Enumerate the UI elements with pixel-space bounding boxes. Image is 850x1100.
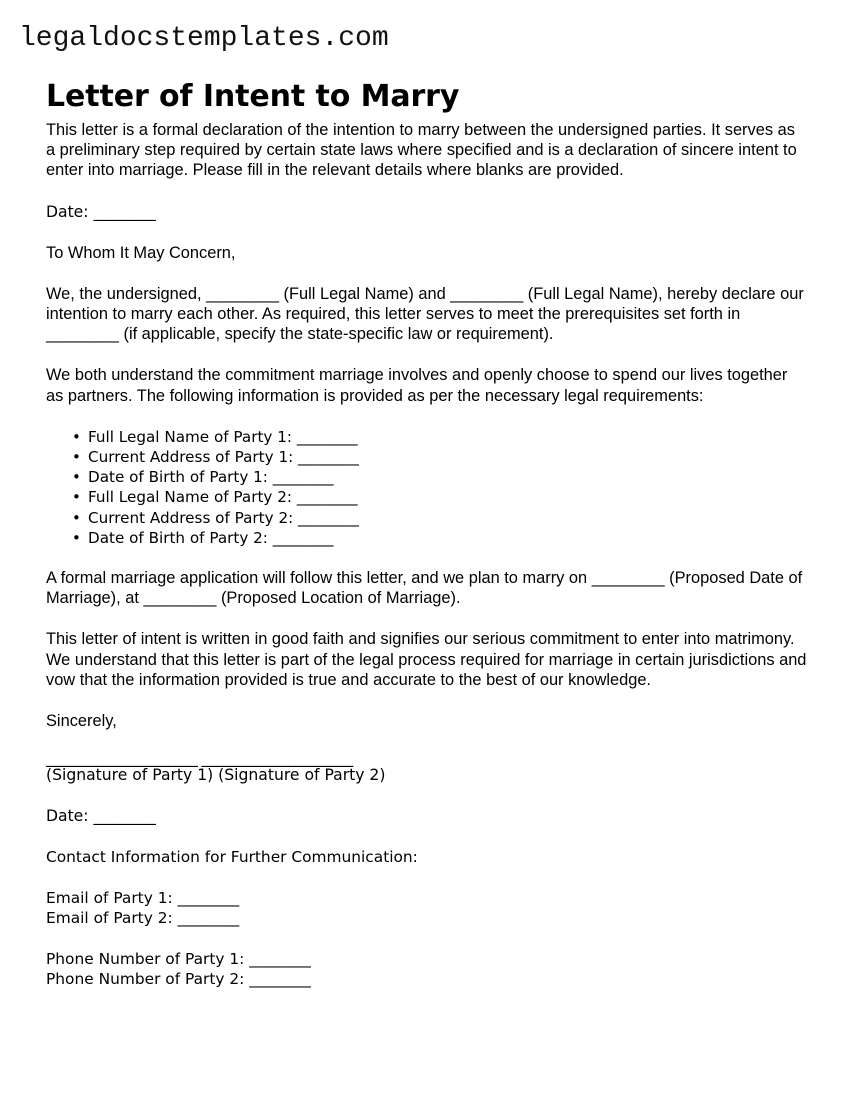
good-faith-paragraph: This letter of intent is written in good faith and signifies our serious commitment to enter into matrimony. We understand that this letter is part of the legal process required for marriage in certain jurisdictions and vow that the information provided is true and accurate to the best of our knowledge. bbox=[46, 630, 807, 689]
list-item: • Date of Birth of Party 1: ________ bbox=[88, 467, 808, 487]
list-item: • Full Legal Name of Party 1: ________ bbox=[88, 427, 808, 447]
date-field-bottom: Date: ________ bbox=[46, 807, 156, 826]
party-details-list bbox=[46, 427, 808, 548]
list-item: • Full Legal Name of Party 2: ________ bbox=[88, 487, 808, 507]
page-title: Letter of Intent to Marry bbox=[46, 79, 460, 115]
contact-information-section bbox=[46, 847, 808, 990]
list-item: • Date of Birth of Party 2: ________ bbox=[88, 528, 808, 548]
closing-salutation: Sincerely, bbox=[46, 712, 117, 731]
date-field-top: Date: ________ bbox=[46, 202, 156, 221]
email-party-1: Email of Party 1: ________ bbox=[46, 888, 240, 907]
contact-heading: Contact Information for Further Communication: bbox=[46, 848, 418, 867]
application-paragraph: A formal marriage application will follow this letter, and we plan to marry on ________ (Proposed Date of Marriage), at ________ (Proposed Location of Marriage). bbox=[46, 569, 803, 608]
phone-group bbox=[46, 949, 808, 990]
list-item: • Current Address of Party 1: ________ bbox=[88, 447, 808, 467]
signature-rules: _____________________ _____________________ bbox=[46, 749, 353, 768]
site-brand-wordmark: legaldocstemplates.com bbox=[19, 23, 389, 54]
document-body bbox=[46, 120, 808, 990]
phone-party-1: Phone Number of Party 1: ________ bbox=[46, 949, 311, 968]
phone-party-2: Phone Number of Party 2: ________ bbox=[46, 970, 311, 989]
commitment-paragraph: We both understand the commitment marriage involves and openly choose to spend our lives together as partners. The following information is provided as per the necessary legal requirements: bbox=[46, 366, 788, 405]
list-item: • Current Address of Party 2: ________ bbox=[88, 508, 808, 528]
email-group bbox=[46, 888, 808, 929]
email-party-2: Email of Party 2: ________ bbox=[46, 909, 240, 928]
intro-paragraph: This letter is a formal declaration of the intention to marry between the undersigned parties. It serves as a preliminary step required by certain state laws where specified and is a declaration of sincere intent to enter into marriage. Please fill in the relevant details where blanks are provided. bbox=[46, 121, 797, 180]
salutation: To Whom It May Concern, bbox=[46, 243, 236, 262]
declaration-paragraph: We, the undersigned, ________ (Full Legal Name) and ________ (Full Legal Name), hereby declare our intention to marry each other. As required, this letter serves to meet the prerequisites set forth in ________ (if applicable, specify the state-specific law or requirement). bbox=[46, 284, 804, 344]
signature-labels: (Signature of Party 1) (Signature of Party 2) bbox=[46, 766, 386, 785]
